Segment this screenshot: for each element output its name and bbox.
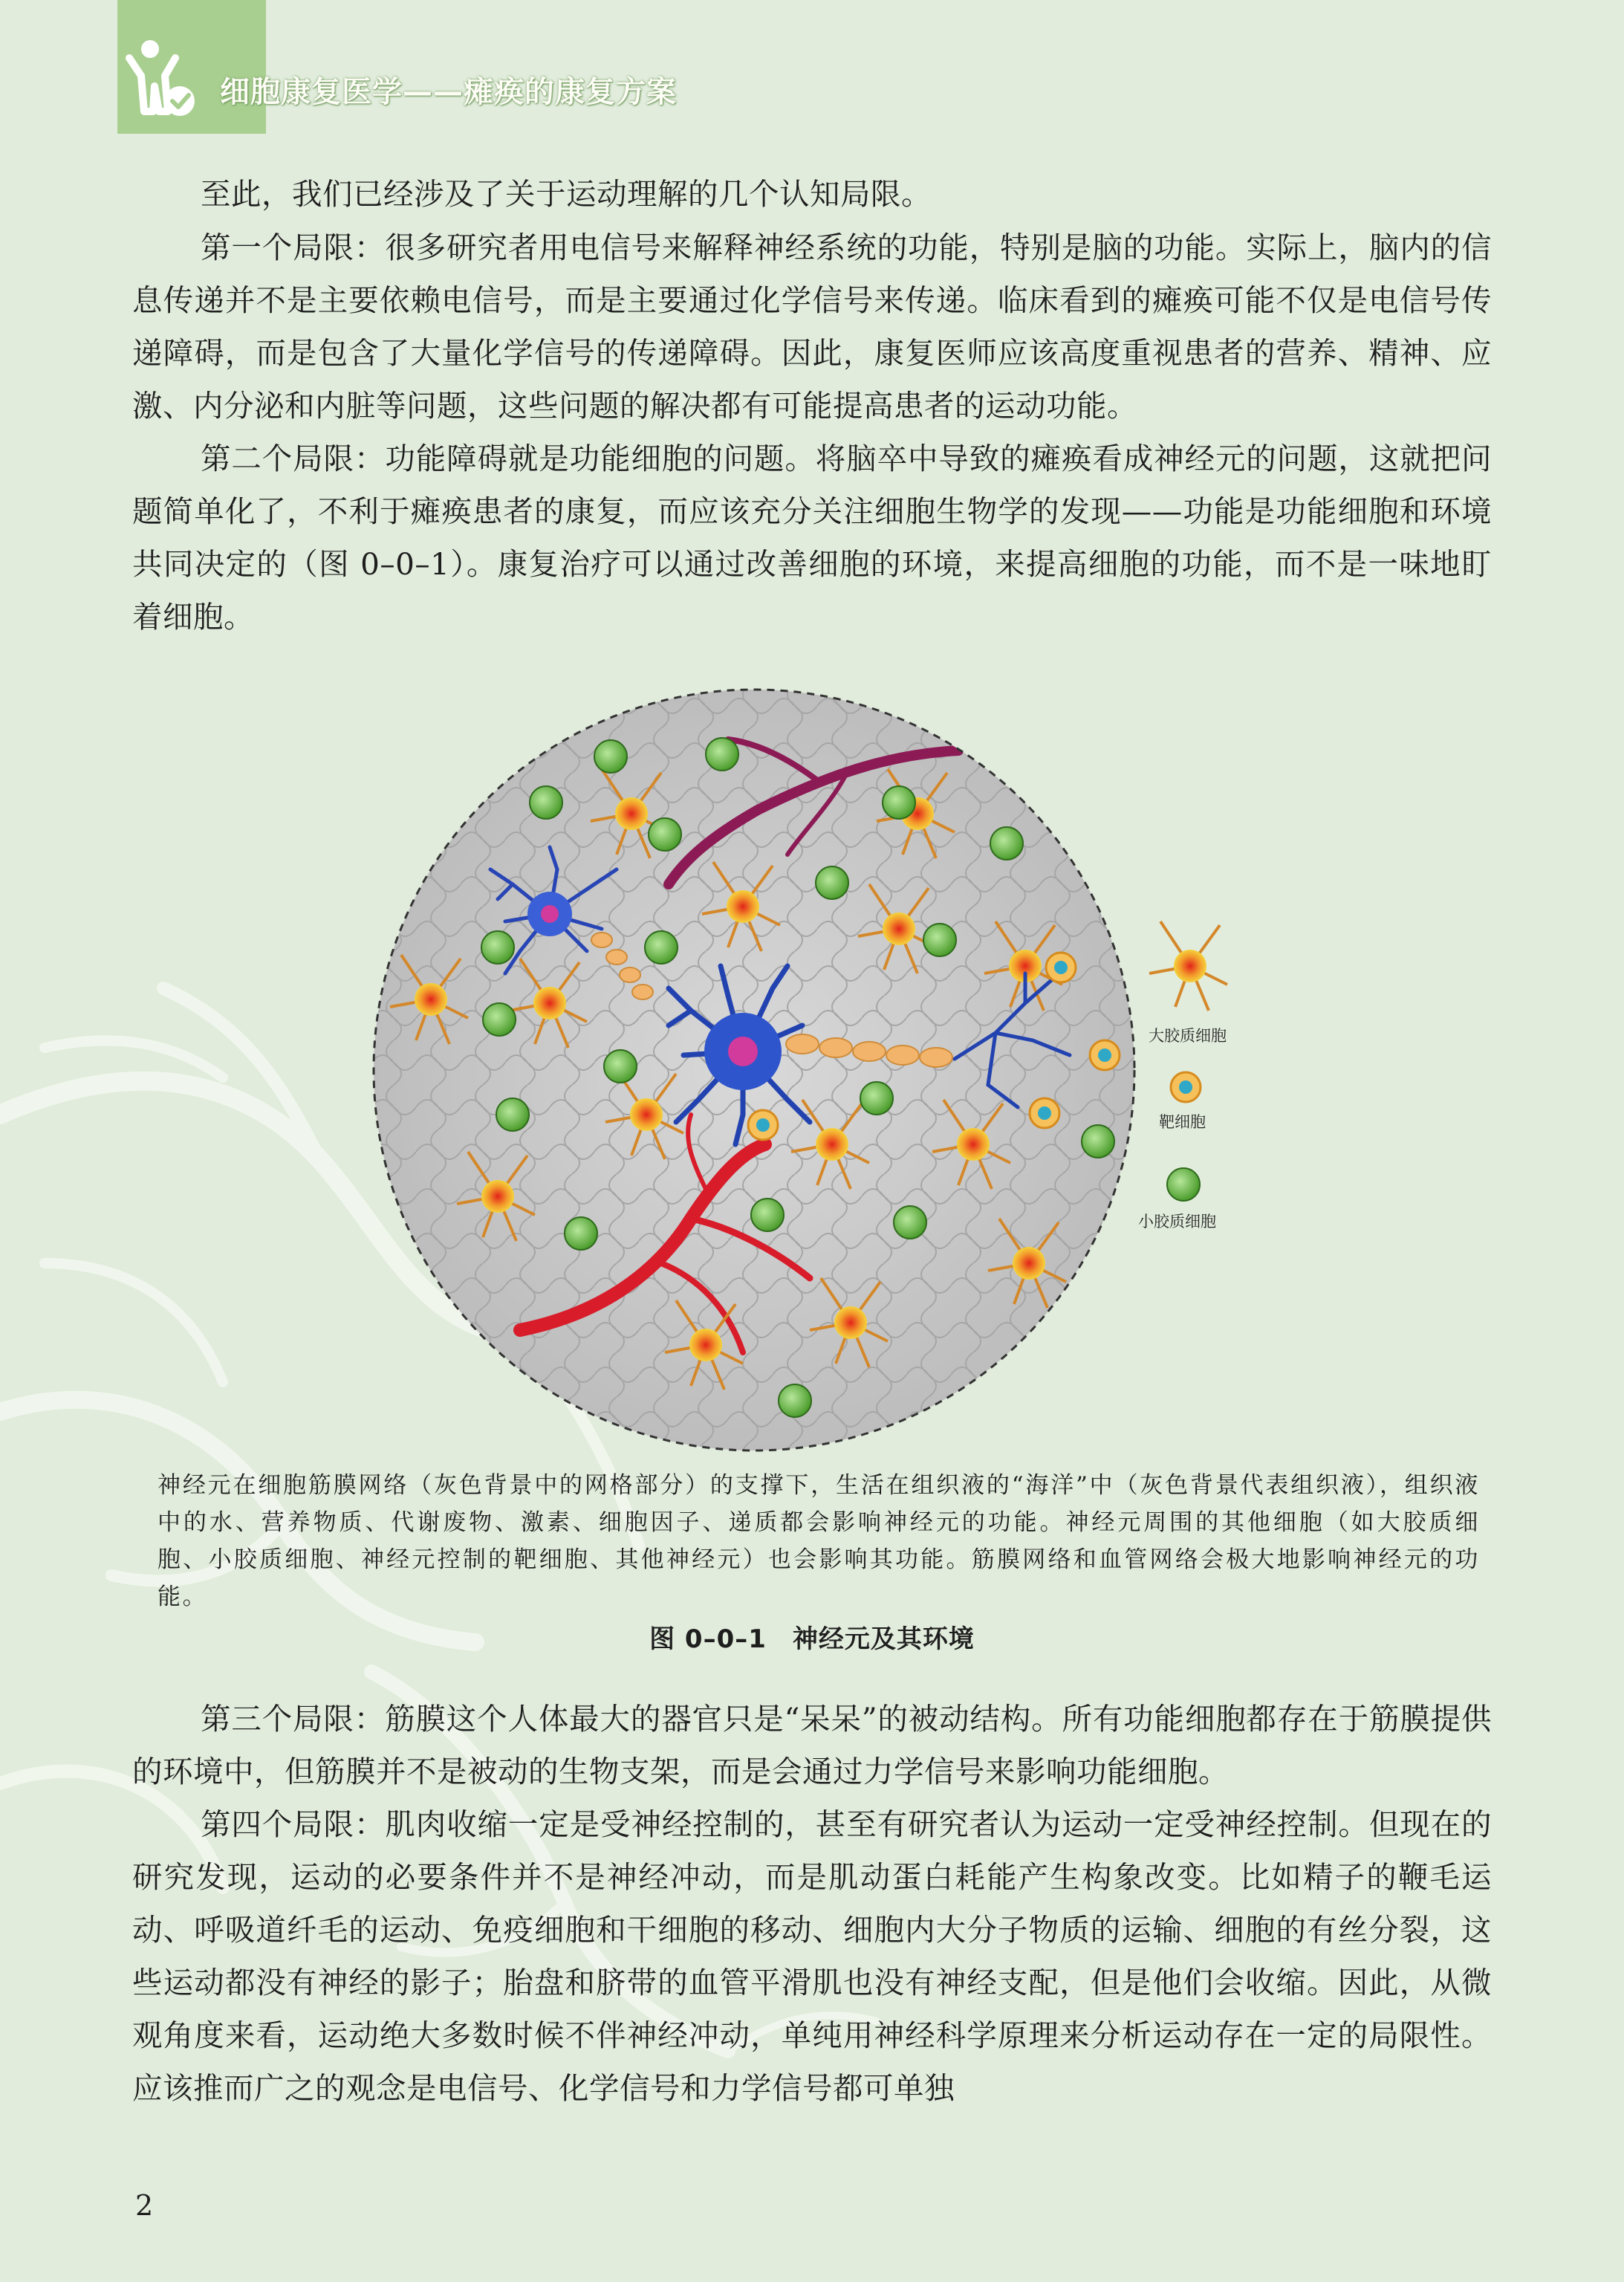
legend-target-cell-icon bbox=[1171, 1072, 1201, 1102]
legend-target-cell-label: 靶细胞 bbox=[1159, 1113, 1206, 1131]
figure-title: 图 0–0–1 神经元及其环境 bbox=[649, 1624, 975, 1654]
person-check-logo-icon bbox=[119, 30, 201, 134]
legend-microglia-label: 小胶质细胞 bbox=[1138, 1213, 1216, 1231]
paragraph-limitation-1: 第一个局限：很多研究者用电信号来解释神经系统的功能，特别是脑的功能。实际上，脑内的信息传递并不是主要依赖电信号，而是主要通过化学信号来传递。临床看到的瘫痪可能不仅是电信号传递障碍，而是包含了大量化学信号的传递障碍。因此，康复医师应该高度重视患者的营养、精神、应激、内分泌和内脏等问题，这些问题的解决都有可能提高患者的运动功能。 bbox=[132, 230, 1492, 424]
legend-astrocyte-icon bbox=[1149, 921, 1227, 1011]
page-number: 2 bbox=[135, 2189, 154, 2222]
legend-microglia-icon bbox=[1167, 1168, 1200, 1201]
legend-astrocyte-label: 大胶质细胞 bbox=[1149, 1027, 1227, 1045]
paragraph-limitation-2: 第二个局限：功能障碍就是功能细胞的问题。将脑卒中导致的瘫痪看成神经元的问题，这就把问题简单化了，不利于瘫痪患者的康复，而应该充分关注细胞生物学的发现——功能是功能细胞和环境共同决定的（图 0–0–1）。康复治疗可以通过改善细胞的环境，来提高细胞的功能，而不是一味地盯着细胞。 bbox=[132, 441, 1492, 635]
neuron-environment-illustration bbox=[371, 684, 1285, 1456]
figure-caption: 神经元在细胞筋膜网络（灰色背景中的网格部分）的支撑下，生活在组织液的“海洋”中（灰色背景代表组织液），组织液中的水、营养物质、代谢废物、激素、细胞因子、递质都会影响神经元的功能。神经元周围的其他细胞（如大胶质细胞、小胶质细胞、神经元控制的靶细胞、其他神经元）也会影响其功能。筋膜网络和血管网络会极大地影响神经元的功能。 bbox=[157, 1472, 1480, 1610]
paragraph-limitation-4: 第四个局限：肌肉收缩一定是受神经控制的，甚至有研究者认为运动一定受神经控制。但现在的研究发现，运动的必要条件并不是神经冲动，而是肌动蛋白耗能产生构象改变。比如精子的鞭毛运动、呼吸道纤毛的运动、免疫细胞和干细胞的移动、细胞内大分子物质的运输、细胞的有丝分裂，这些运动都没有神经的影子；胎盘和脐带的血管平滑肌也没有神经支配，但是他们会收缩。因此，从微观角度来看，运动绝大多数时候不伴神经冲动，单纯用神经科学原理来分析运动存在一定的局限性。应该推而广之的观念是电信号、化学信号和力学信号都可单独 bbox=[132, 1806, 1492, 2106]
paragraph-limitation-3: 第三个局限：筋膜这个人体最大的器官只是“呆呆”的被动结构。所有功能细胞都存在于筋膜提供的环境中，但筋膜并不是被动的生物支架，而是会通过力学信号来影响功能细胞。 bbox=[132, 1701, 1492, 1789]
running-header-title: 细胞康复医学——瘫痪的康复方案 bbox=[220, 75, 677, 109]
paragraph-intro: 至此，我们已经涉及了关于运动理解的几个认知局限。 bbox=[201, 176, 932, 212]
